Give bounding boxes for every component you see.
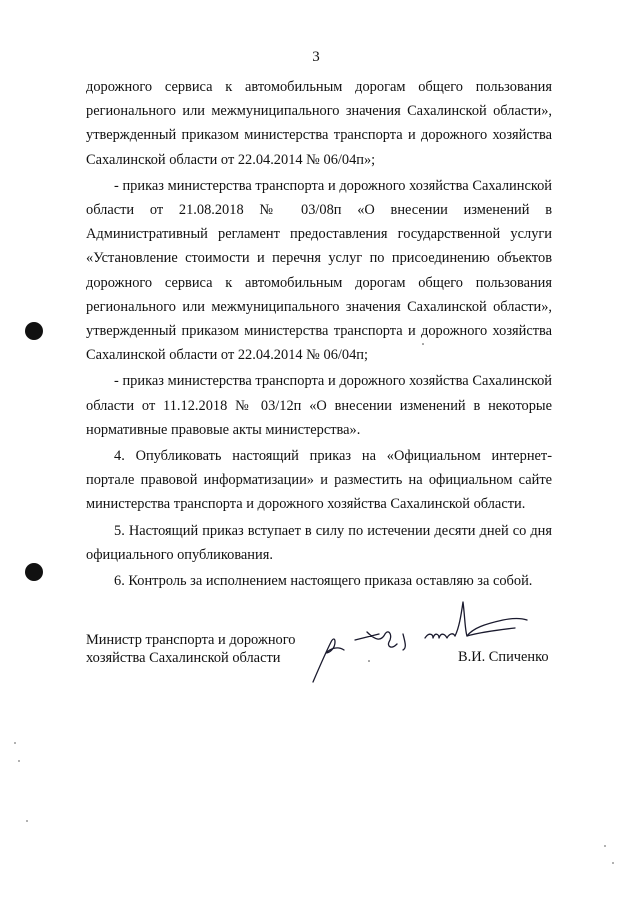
scan-speck [18,760,20,762]
paragraph-order-0312: - приказ министерства транспорта и дорожного хозяйства Сахалинской области от 11.12.2018 № 03/12п «О внесении изменений в некоторые нормативные правовые акты министерства». [86,373,552,438]
scan-speck [604,845,606,847]
signer-name: В.И. Спиченко [458,649,549,665]
paragraph-continuation: дорожного сервиса к автомобильным дорогам общего пользования регионального или межмуниципального значения Сахалинской области», утвержденный приказом министерства транспорта и дорожного хозяйства Сахалинской области от 22.04.2014 № 06/04п»; [86,79,552,168]
handwritten-signature [305,598,535,693]
paragraph-item-5: 5. Настоящий приказ вступает в силу по истечении десяти дней со дня официального опубликования. [86,522,552,563]
scan-speck [14,742,16,744]
position-line-1: Министр транспорта и дорожного [86,632,296,648]
scan-speck [422,343,424,345]
paragraph-item-6: 6. Контроль за исполнением настоящего приказа оставляю за собой. [114,573,533,590]
signature-position [86,632,295,667]
scan-speck [612,862,614,864]
page-number: 3 [312,49,320,65]
position-line-2: хозяйства Сахалинской области [86,649,281,666]
punch-hole [25,563,43,581]
paragraph-item-4: 4. Опубликовать настоящий приказ на «Официальном интернет-портале правовой информатизации» и разместить на официальном сайте министерства транспорта и дорожного хозяйства Сахалинской области. [86,448,552,513]
scan-speck [368,660,370,662]
paragraph-order-0308: - приказ министерства транспорта и дорожного хозяйства Сахалинской области от 21.08.2018 № 03/08п «О внесении изменений в Административный регламент предоставления государственной услуги «Установление стоимости и перечня услуг по присоединению объектов дорожного сервиса к автомобильным дорогам общего пользования регионального или межмуниципального значения Сахалинской области», утвержденный приказом министерства транспорта и дорожного хозяйства Сахалинской области от 22.04.2014 № 06/04п; [86,177,552,364]
document-body [86,75,552,593]
punch-hole [25,322,43,340]
scan-speck [26,820,28,822]
